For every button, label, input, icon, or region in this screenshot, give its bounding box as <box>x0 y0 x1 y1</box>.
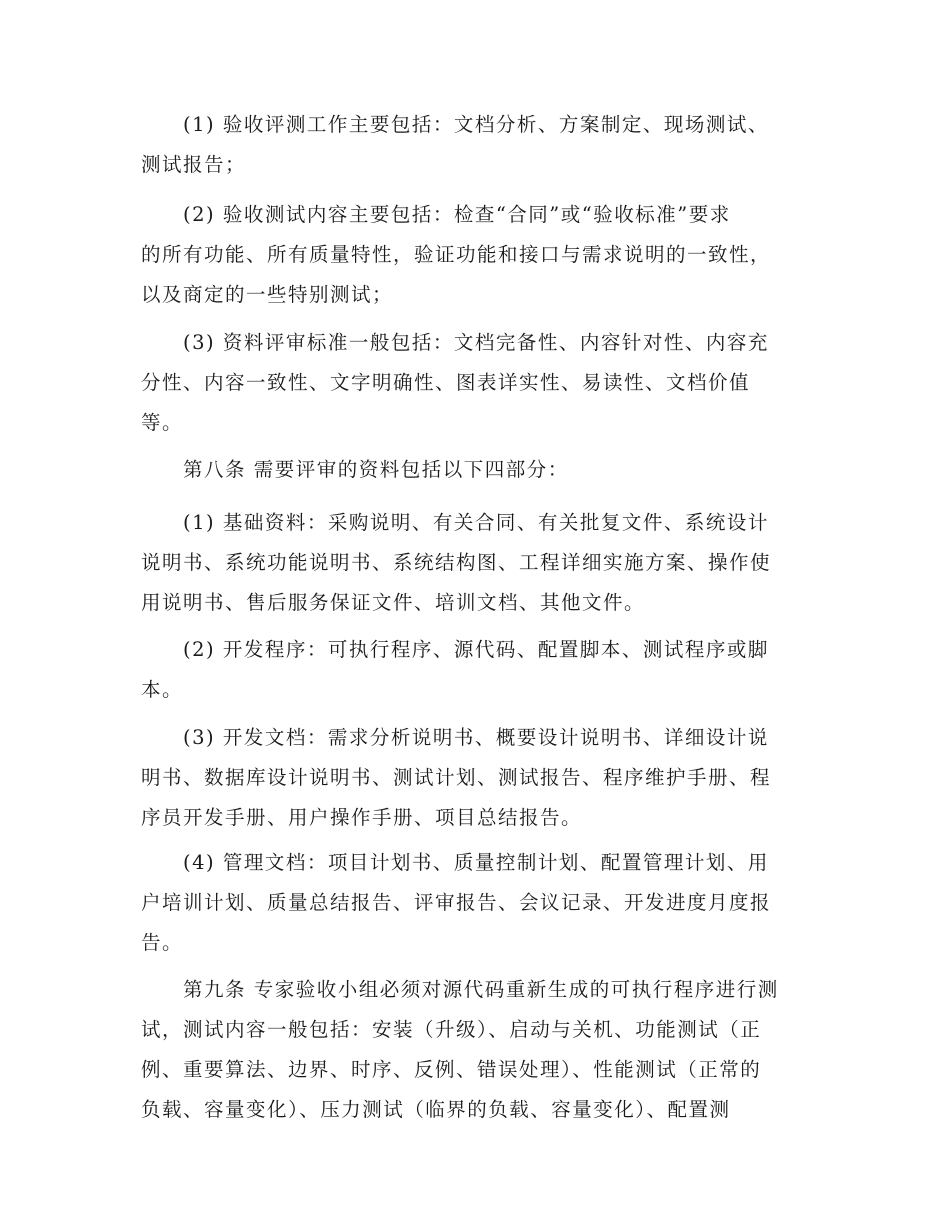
text-line: 说明书、系统功能说明书、系统结构图、工程详细实施方案、操作使 <box>141 551 772 574</box>
text-line: (1) 验收评测工作主要包括：文档分析、方案制定、现场测试、 <box>141 113 769 136</box>
paragraph-review-standards <box>141 323 806 443</box>
text-line: 用说明书、售后服务保证文件、培训文档、其他文件。 <box>141 591 646 614</box>
text-line: (4) 管理文档：项目计划书、质量控制计划、配置管理计划、用 <box>141 851 769 874</box>
text-line: 等。 <box>141 411 184 434</box>
text-line: 试，测试内容一般包括：安装（升级）、启动与关机、功能测试（正 <box>141 1018 762 1041</box>
paragraph-article-eight <box>141 450 806 490</box>
paragraph-basic-materials <box>141 503 806 623</box>
paragraph-management-documents <box>141 843 806 963</box>
text-line: (3) 开发文档：需求分析说明书、概要设计说明书、详细设计说 <box>141 726 769 749</box>
text-line: 第九条 专家验收小组必须对源代码重新生成的可执行程序进行测 <box>141 978 779 1001</box>
text-line: 户培训计划、质量总结报告、评审报告、会议记录、开发进度月度报 <box>141 891 772 914</box>
text-line: 告。 <box>141 931 184 954</box>
text-line: (2) 开发程序：可执行程序、源代码、配置脚本、测试程序或脚 <box>141 638 769 661</box>
text-line: (1) 基础资料：采购说明、有关合同、有关批复文件、系统设计 <box>141 511 769 534</box>
text-line: 测试报告； <box>141 153 247 176</box>
text-line: (3) 资料评审标准一般包括：文档完备性、内容针对性、内容充 <box>141 331 769 354</box>
paragraph-article-nine <box>141 970 806 1130</box>
text-line: 以及商定的一些特别测试； <box>141 283 394 306</box>
paragraph-acceptance-test-content <box>141 195 806 315</box>
text-line: 分性、内容一致性、文字明确性、图表详实性、易读性、文档价值 <box>141 371 751 394</box>
text-line: 明书、数据库设计说明书、测试计划、测试报告、程序维护手册、程 <box>141 766 772 789</box>
text-line: 负载、容量变化）、压力测试（临界的负载、容量变化）、配置测 <box>141 1098 731 1121</box>
text-line: 的所有功能、所有质量特性，验证功能和接口与需求说明的一致性， <box>141 243 772 266</box>
text-line: (2) 验收测试内容主要包括：检查“合同”或“验收标准”要求 <box>141 203 731 226</box>
text-line: 本。 <box>141 678 184 701</box>
text-line: 序员开发手册、用户操作手册、项目总结报告。 <box>141 806 583 829</box>
paragraph-development-programs <box>141 630 806 710</box>
paragraph-development-documents <box>141 718 806 838</box>
text-line: 例、重要算法、边界、时序、反例、错误处理）、性能测试（正常的 <box>141 1058 762 1081</box>
paragraph-acceptance-evaluation <box>141 105 806 185</box>
text-line: 第八条 需要评审的资料包括以下四部分： <box>141 458 569 481</box>
